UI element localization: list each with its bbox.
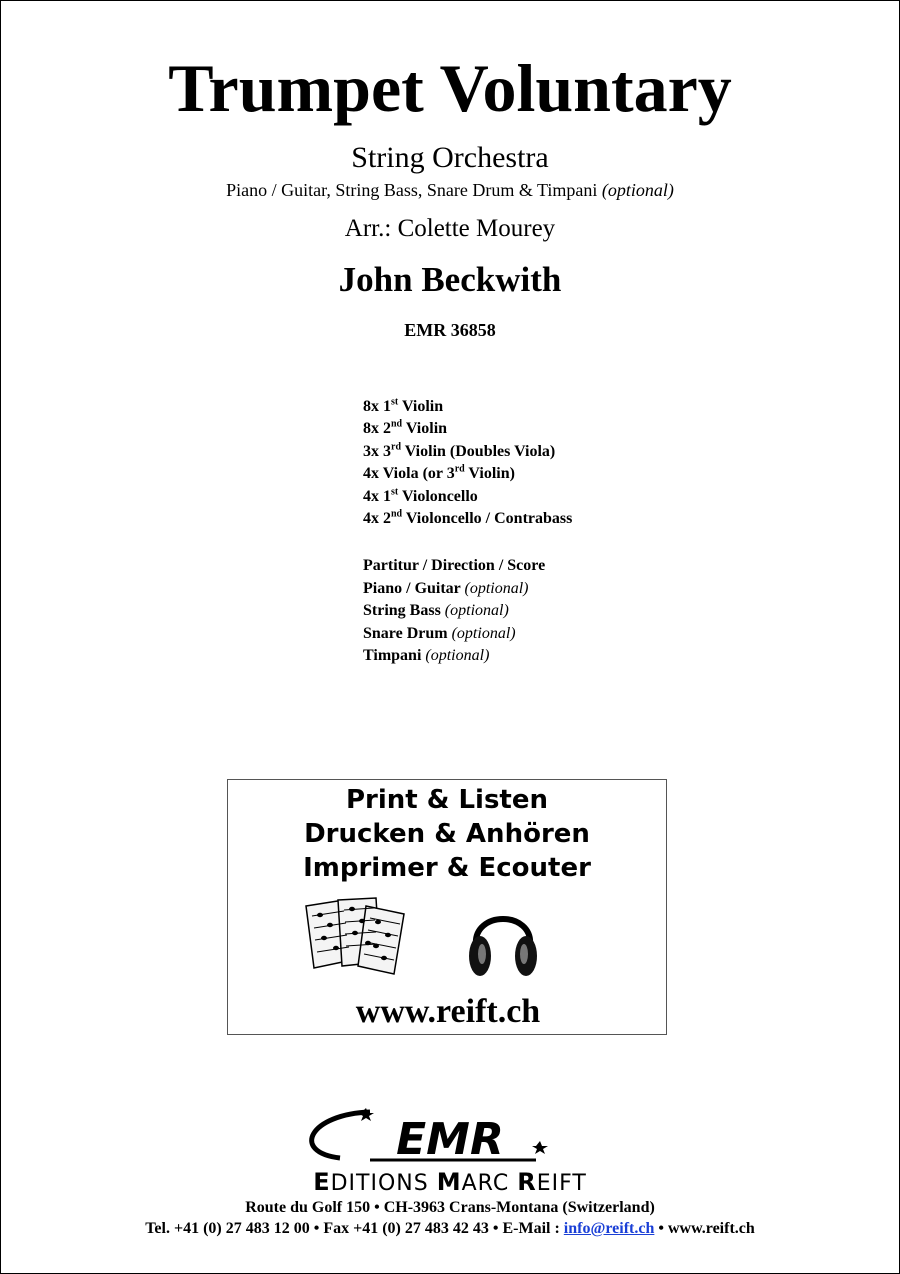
- promo-line: Imprimer & Ecouter: [303, 853, 591, 883]
- parts-list: [363, 396, 572, 667]
- instrument-main: Piano / Guitar, String Bass, Snare Drum & Timpani: [226, 180, 598, 200]
- publisher-address: Route du Golf 150 • CH-3963 Crans-Montana (Switzerland): [245, 1199, 655, 1216]
- part-item: 8x 2nd Violin: [363, 419, 448, 438]
- part-item: 4x Viola (or 3rd Violin): [363, 463, 515, 483]
- part-item: 8x 1st Violin: [363, 396, 444, 415]
- instrument-optional-note: (optional): [601, 180, 674, 200]
- part-item: Snare Drum (optional): [363, 624, 516, 642]
- part-item: 3x 3rd Violin (Doubles Viola): [363, 441, 556, 460]
- print-listen-box: [227, 779, 667, 1035]
- email-link[interactable]: info@reift.ch: [563, 1220, 655, 1237]
- emr-logo: [300, 1108, 600, 1168]
- promo-url: www.reift.ch: [355, 993, 541, 1030]
- arranger-credit: Arr.: Colette Mourey: [344, 215, 556, 242]
- sheet-music-icon: [300, 896, 412, 976]
- publisher-contact: Tel. +41 (0) 27 483 12 00 • Fax +41 (0) 27 483 42 43 • E-Mail : info@reift.ch • www.reift.ch: [145, 1220, 755, 1237]
- part-item: Timpani (optional): [363, 647, 490, 665]
- publisher-name: EDITIONS MARC REIFT: [313, 1168, 587, 1196]
- part-item: 4x 2nd Violoncello / Contrabass: [363, 508, 573, 528]
- headphones-icon: [466, 898, 540, 982]
- part-item: String Bass (optional): [363, 602, 509, 620]
- catalog-number: EMR 36858: [404, 320, 496, 340]
- part-item: Partitur / Direction / Score: [363, 557, 546, 575]
- part-item: 4x 1st Violoncello: [363, 486, 478, 505]
- svg-text:EMR: EMR: [396, 1114, 504, 1165]
- instrument-list: [0, 178, 900, 202]
- ensemble-subtitle: String Orchestra: [351, 141, 549, 174]
- part-item: Piano / Guitar (optional): [363, 579, 529, 597]
- promo-line: Drucken & Anhören: [304, 819, 590, 849]
- score-title: Trumpet Voluntary: [168, 50, 732, 126]
- composer-name: John Beckwith: [338, 260, 562, 299]
- parts-gap: [363, 530, 572, 555]
- promo-line: Print & Listen: [345, 785, 549, 815]
